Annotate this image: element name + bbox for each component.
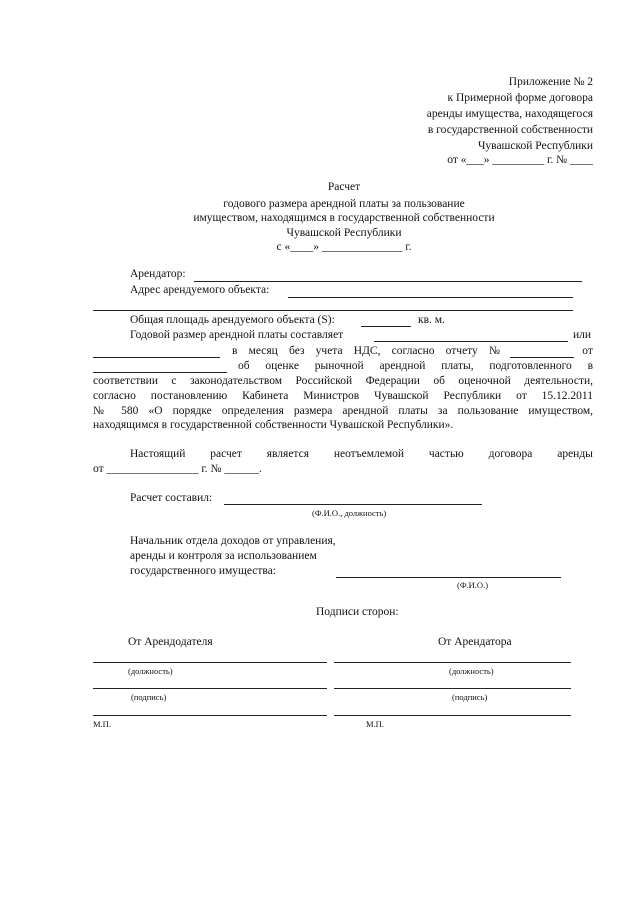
body-row-7: № 580 «О порядке определения размера арендной платы за пользование имуществом, <box>93 405 593 417</box>
contract-word-5: частью <box>428 448 464 460</box>
lessor-position-line[interactable] <box>93 662 327 663</box>
address-label: Адрес арендуемого объекта: <box>130 284 270 296</box>
lessor-signature-hint: (подпись) <box>131 692 167 702</box>
signatures-heading: Подписи сторон: <box>316 606 399 618</box>
annual-rent-field-line[interactable] <box>374 341 568 342</box>
title-line-2: годового размера арендной платы за пользование <box>223 198 465 210</box>
body-row-4: об оценке рыночной арендной платы, подготовленного в <box>238 360 593 372</box>
row3-word-9: от <box>582 345 593 357</box>
area-label: Общая площадь арендуемого объекта (S): <box>130 314 335 326</box>
chief-line-3: государственного имущества: <box>130 565 276 577</box>
body-row-5: соответствии с законодательством Российской Федерации об оценочной деятельности, <box>93 375 593 387</box>
row3-word-6: согласно <box>391 345 435 357</box>
address-field-line[interactable] <box>288 297 573 298</box>
contract-word-3: является <box>266 448 309 460</box>
compiled-label: Расчет составил: <box>130 492 213 504</box>
lessee-signature-line[interactable] <box>334 688 571 689</box>
contract-word-7: аренды <box>557 448 593 460</box>
appendix-line-2: к Примерной форме договора <box>447 92 593 104</box>
title-line-5: с «____» ______________ г. <box>276 241 412 253</box>
lessor-extra-line[interactable] <box>93 715 327 716</box>
or-word: или <box>573 329 592 341</box>
lessor-signature-line[interactable] <box>93 688 327 689</box>
appendix-line-3: аренды имущества, находящегося <box>426 108 593 120</box>
annual-rent-label: Годовой размер арендной платы составляет <box>130 329 344 341</box>
tenant-label: Арендатор: <box>130 268 186 280</box>
lessor-stamp: М.П. <box>93 719 111 729</box>
area-unit: кв. м. <box>418 314 445 326</box>
contract-word-1: Настоящий <box>130 448 186 460</box>
row3-word-7: отчету <box>445 345 478 357</box>
row3-word-8: № <box>488 345 500 357</box>
row3-word-2: месяц <box>248 345 278 357</box>
contract-row-2: от ________________ г. № ______. <box>93 463 262 475</box>
lessee-signature-hint: (подпись) <box>452 692 488 702</box>
title-line-4: Чувашской Республики <box>286 227 402 239</box>
appendix-line-1: Приложение № 2 <box>508 76 593 88</box>
contract-word-2: расчет <box>210 448 242 460</box>
row3-word-3: без <box>289 345 305 357</box>
chief-line-2: аренды и контроля за использованием <box>130 550 317 562</box>
row3-word-5: НДС, <box>353 345 381 357</box>
appendix-line-6: от «___» _________ г. № ____ <box>447 154 593 166</box>
compiled-hint: (Ф.И.О., должность) <box>312 508 387 518</box>
row3-word-1: в <box>232 345 238 357</box>
chief-hint: (Ф.И.О.) <box>457 580 489 590</box>
chief-field-line[interactable] <box>336 577 561 578</box>
appendix-line-5: Чувашской Республики <box>477 140 593 152</box>
lessee-extra-line[interactable] <box>334 715 571 716</box>
contract-word-4: неотъемлемой <box>333 448 405 460</box>
lessor-position-hint: (должность) <box>128 666 173 676</box>
contract-word-6: договора <box>488 448 533 460</box>
lessee-position-hint: (должность) <box>449 666 494 676</box>
lessee-stamp: М.П. <box>366 719 384 729</box>
address-extra-line[interactable] <box>93 310 573 311</box>
appendix-line-4: в государственной собственности <box>427 124 593 136</box>
tenant-field-line[interactable] <box>194 281 582 282</box>
report-date-field-line[interactable] <box>93 372 227 373</box>
title-line-1: Расчет <box>327 181 361 193</box>
body-row-8: находящимся в государственной собственности Чувашской Республики». <box>93 419 454 431</box>
area-field-line[interactable] <box>361 326 411 327</box>
chief-line-1: Начальник отдела доходов от управления, <box>130 535 336 547</box>
body-row-6: согласно постановлению Кабинета Министров Чувашской Республики от 15.12.2011 <box>93 390 593 402</box>
title-line-3: имуществом, находящимся в государственной собственности <box>193 212 495 224</box>
row3-word-4: учета <box>315 345 343 357</box>
lessee-position-line[interactable] <box>334 662 571 663</box>
monthly-rent-field-line[interactable] <box>93 357 220 358</box>
report-number-field-line[interactable] <box>510 357 574 358</box>
lessee-title: От Арендатора <box>438 636 512 648</box>
compiled-field-line[interactable] <box>224 504 482 505</box>
contract-row-1 <box>130 448 593 461</box>
lessor-title: От Арендодателя <box>128 636 213 648</box>
